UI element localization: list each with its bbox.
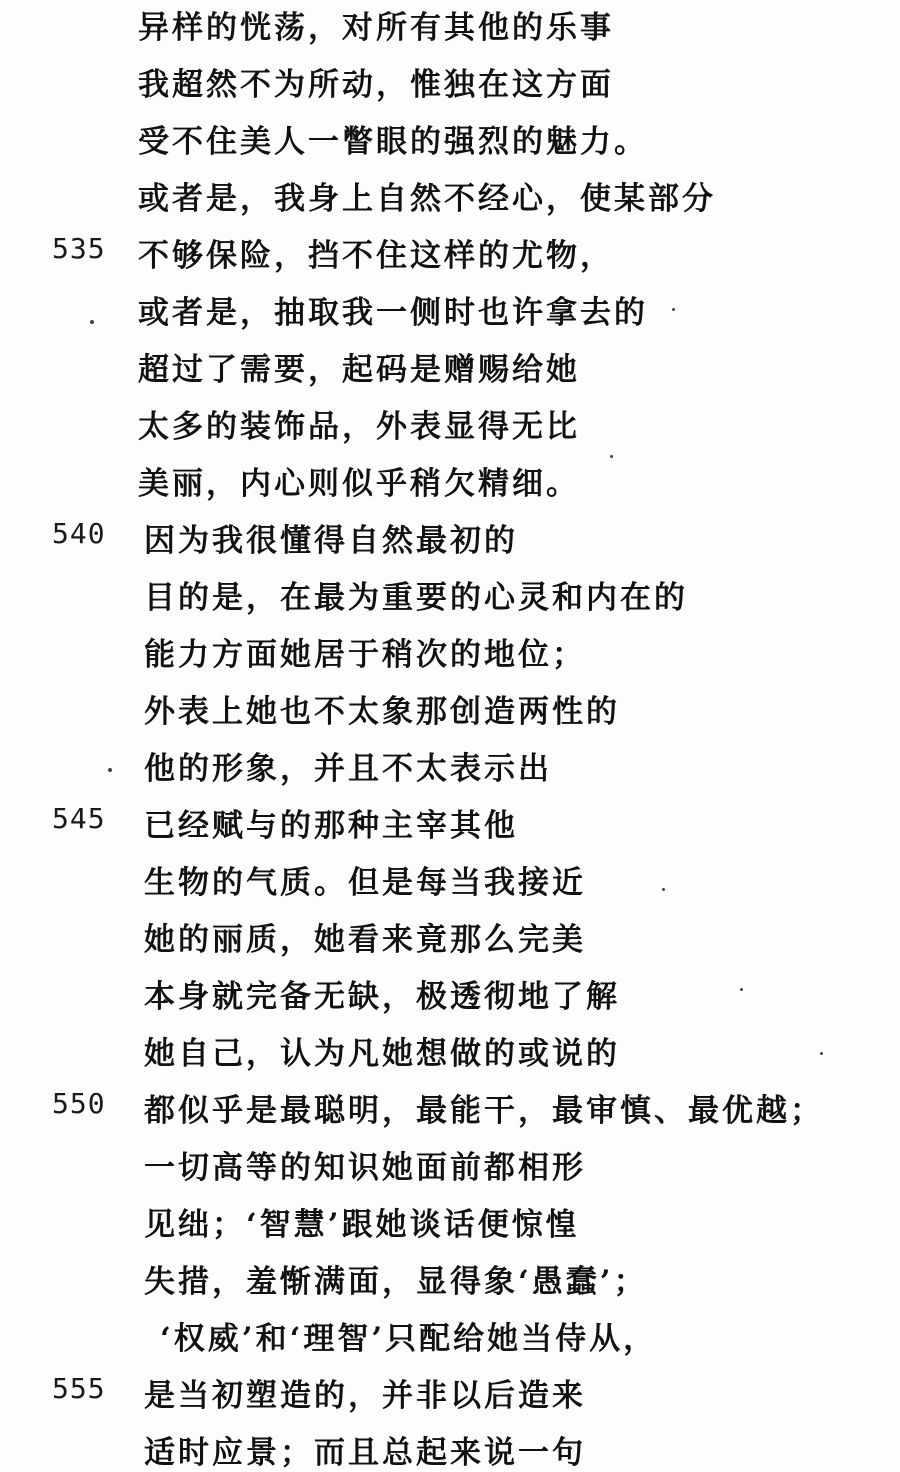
poem-line <box>0 857 900 901</box>
line-text: 适时应景；而且总起来说一句 <box>144 1435 586 1471</box>
poem-line <box>0 971 900 1015</box>
poem-line <box>0 743 900 787</box>
line-text: 已经赋与的那种主宰其他 <box>144 808 518 844</box>
line-text: 受不住美人一瞥眼的强烈的魅力。 <box>138 124 648 160</box>
poem-line <box>0 1142 900 1186</box>
poem-line <box>0 173 900 217</box>
poem-line <box>0 401 900 445</box>
poem-line <box>0 344 900 388</box>
poem-line <box>0 1256 900 1300</box>
scan-speck <box>662 888 665 891</box>
line-number: 535 <box>52 232 106 265</box>
line-text: 或者是，抽取我一侧时也许拿去的 <box>138 295 648 331</box>
line-text: 目的是，在最为重要的心灵和内在的 <box>144 580 688 616</box>
line-text: 异样的恍荡，对所有其他的乐事 <box>138 10 614 46</box>
line-text: 或者是，我身上自然不经心，使某部分 <box>138 181 716 217</box>
line-text: ‘权威’和‘理智’只配给她当侍从， <box>160 1321 658 1357</box>
scan-speck <box>108 768 112 772</box>
line-number: 540 <box>52 517 106 550</box>
poem-line <box>0 1199 900 1243</box>
poem-line <box>0 914 900 958</box>
scan-speck <box>672 308 675 311</box>
poem-line <box>0 287 900 331</box>
line-text: 都似乎是最聪明，最能干，最审慎、最优越； <box>144 1093 824 1129</box>
poem-line <box>0 686 900 730</box>
line-text: 她自己，认为凡她想做的或说的 <box>144 1036 620 1072</box>
poem-line <box>0 1370 900 1414</box>
line-text: 因为我很懂得自然最初的 <box>144 523 518 559</box>
poem-line <box>0 1427 900 1471</box>
scan-speck <box>820 1052 823 1055</box>
line-number: 555 <box>52 1372 106 1405</box>
line-text: 本身就完备无缺，极透彻地了解 <box>144 979 620 1015</box>
poem-line <box>0 572 900 616</box>
poem-line <box>0 230 900 274</box>
line-text: 能力方面她居于稍次的地位； <box>144 637 586 673</box>
line-text: 美丽，内心则似乎稍欠精细。 <box>138 466 580 502</box>
poem-line <box>0 800 900 844</box>
line-text: 他的形象，并且不太表示出 <box>144 751 552 787</box>
poem-line <box>0 2 900 46</box>
line-text: 我超然不为所动，惟独在这方面 <box>138 67 614 103</box>
line-text: 她的丽质，她看来竟那么完美 <box>144 922 586 958</box>
poem-line <box>0 515 900 559</box>
line-text: 外表上她也不太象那创造两性的 <box>144 694 620 730</box>
line-text: 生物的气质。但是每当我接近 <box>144 865 586 901</box>
line-number: 545 <box>52 802 106 835</box>
line-text: 失措，羞惭满面，显得象‘愚蠢’； <box>144 1264 648 1300</box>
poem-line <box>0 1313 900 1357</box>
line-text: 不够保险，挡不住这样的尤物， <box>138 238 614 274</box>
poem-line <box>0 629 900 673</box>
line-text: 超过了需要，起码是赠赐给她 <box>138 352 580 388</box>
poem-line <box>0 116 900 160</box>
poem-line <box>0 1028 900 1072</box>
scan-speck <box>610 455 613 458</box>
poem-line <box>0 458 900 502</box>
scan-speck <box>90 320 94 324</box>
scan-speck <box>740 988 743 991</box>
line-text: 见绌；‘智慧’跟她谈话便惊惶 <box>144 1207 580 1243</box>
line-text: 是当初塑造的，并非以后造来 <box>144 1378 586 1414</box>
line-number: 550 <box>52 1087 106 1120</box>
line-text: 一切高等的知识她面前都相形 <box>144 1150 586 1186</box>
poem-line <box>0 59 900 103</box>
poem-line <box>0 1085 900 1129</box>
line-text: 太多的装饰品，外表显得无比 <box>138 409 580 445</box>
